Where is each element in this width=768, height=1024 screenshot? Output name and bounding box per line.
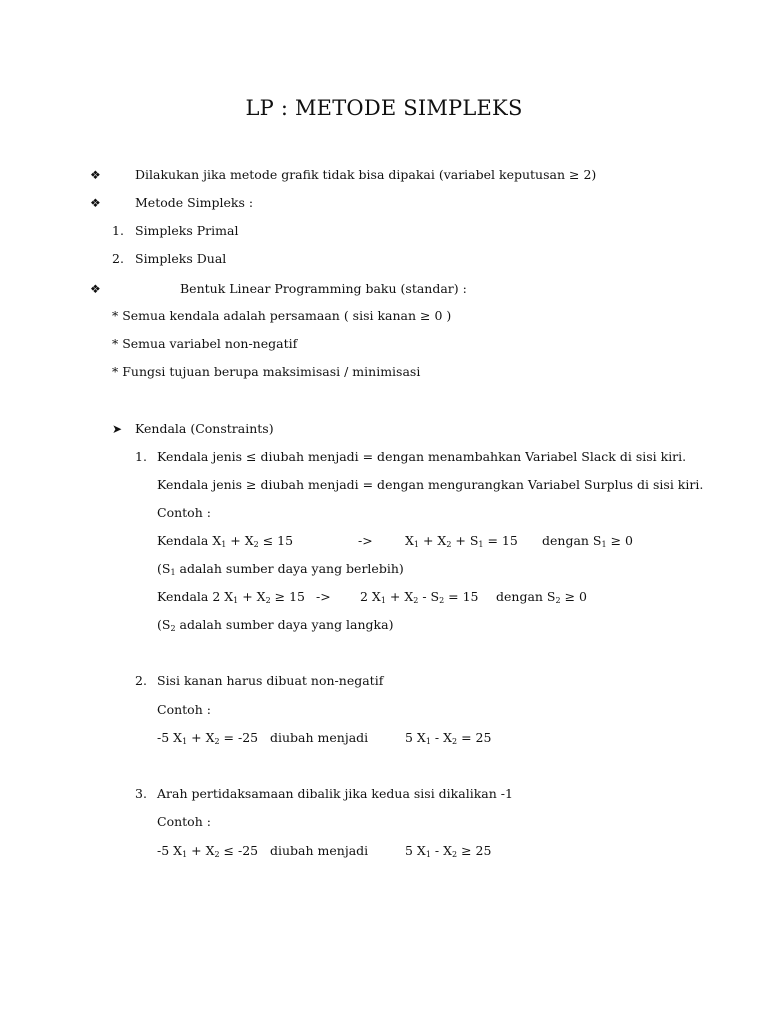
rule-text: Kendala jenis ≤ diubah menjadi = dengan menambahkan Variabel Slack di sisi kiri. <box>157 449 687 464</box>
standard-point: * Semua kendala adalah persamaan ( sisi kanan ≥ 0 ) <box>112 308 452 323</box>
transform-text: diubah menjadi <box>270 843 369 858</box>
rule-number: 1. <box>135 449 147 464</box>
equation-note: ($S_2$ adalah sumber daya yang langka) <box>157 617 394 633</box>
arrowhead-bullet-icon: ➤ <box>112 422 123 436</box>
rule-text: Arah pertidaksamaan dibalik jika kedua sisi dikalikan -1 <box>157 786 513 801</box>
diamond-bullet-icon: ❖ <box>90 168 101 182</box>
transform-arrow: -> <box>316 589 331 604</box>
bullet-text: Dilakukan jika metode grafik tidak bisa dipakai (variabel keputusan ≥ 2) <box>135 167 597 182</box>
example-label: Contoh : <box>157 702 211 717</box>
equation-left: Kendala 2 $X_1 + X_2 \ge 15$ <box>157 589 305 605</box>
constraints-heading: Kendala (Constraints) <box>135 421 274 436</box>
standard-point: * Semua variabel non-negatif <box>112 336 298 351</box>
diamond-bullet-icon: ❖ <box>90 196 101 210</box>
transform-text: diubah menjadi <box>270 730 369 745</box>
list-number: 2. <box>112 251 124 266</box>
list-number: 1. <box>112 223 124 238</box>
section-heading: Bentuk Linear Programming baku (standar) : <box>180 281 467 296</box>
list-item: Simpleks Primal <box>135 223 239 238</box>
page-title: LP : METODE SIMPLEKS <box>245 96 523 120</box>
standard-point: * Fungsi tujuan berupa maksimisasi / minimisasi <box>112 364 421 379</box>
equation-note: ($S_1$ adalah sumber daya yang berlebih) <box>157 561 404 577</box>
bullet-text: Metode Simpleks : <box>135 195 254 210</box>
rule-number: 2. <box>135 673 147 688</box>
equation-left: Kendala $X_1 + X_2 \le 15$ <box>157 533 294 549</box>
equation-left: -5 $X_1 + X_2 \le -25$ <box>157 843 259 859</box>
equation-condition: dengan $S_2 \ge 0$ <box>496 589 587 605</box>
list-item: Simpleks Dual <box>135 251 227 266</box>
equation-right: $X_1 + X_2 + S_1 = 15$ <box>405 533 518 549</box>
diamond-bullet-icon: ❖ <box>90 282 101 296</box>
rule-text: Kendala jenis ≥ diubah menjadi = dengan mengurangkan Variabel Surplus di sisi kiri. <box>157 477 704 492</box>
equation-left: -5 $X_1 + X_2 = -25$ <box>157 730 259 746</box>
transform-arrow: -> <box>358 533 373 548</box>
rule-number: 3. <box>135 786 147 801</box>
equation-right: 5 $X_1 - X_2 \ge 25$ <box>405 843 492 859</box>
equation-condition: dengan $S_1 \ge 0$ <box>542 533 633 549</box>
rule-text: Sisi kanan harus dibuat non-negatif <box>157 673 384 688</box>
example-label: Contoh : <box>157 814 211 829</box>
equation-right: 5 $X_1 - X_2 = 25$ <box>405 730 492 746</box>
example-label: Contoh : <box>157 505 211 520</box>
equation-right: 2 $X_1 + X_2 - S_2 = 15$ <box>360 589 479 605</box>
